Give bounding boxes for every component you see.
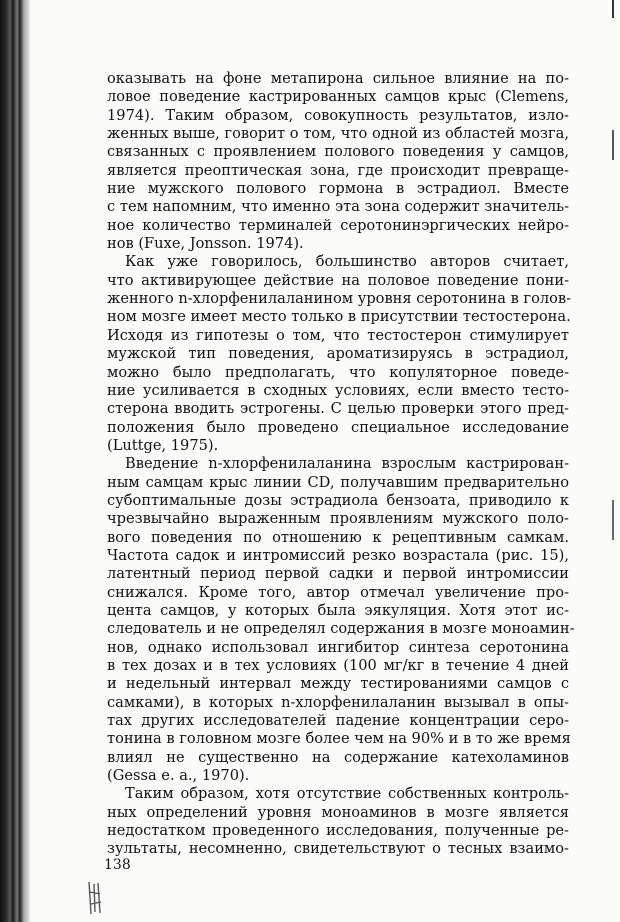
- text-line: Введение n-хлорфенилаланина взрослым кастрирован-: [125, 455, 569, 473]
- text-line: и недельный интервал между тестированиями самцов с: [107, 675, 569, 693]
- text-line: ным самцам крыс линии CD, получавшим предварительно: [107, 473, 569, 491]
- text-line: зультаты, несомненно, свидетельствуют о тесных взаимо-: [107, 840, 569, 858]
- text-line: чрезвычайно выраженным проявлениям мужского поло-: [107, 510, 569, 528]
- text-line: ние мужского полового гормона в эстрадиол. Вместе: [107, 180, 569, 198]
- text-line: самками), в которых n-хлорфенилаланин вызывал в опы-: [107, 693, 569, 711]
- text-line: снижался. Кроме того, автор отмечал увеличение про-: [107, 583, 569, 601]
- text-line: что активирующее действие на половое поведение пони-: [107, 271, 569, 289]
- paragraph: [107, 785, 569, 858]
- text-line: ние усиливается в сходных условиях, если вместо тесто-: [107, 381, 569, 399]
- text-line: мужской тип поведения, ароматизируясь в эстрадиол,: [107, 345, 569, 363]
- text-line: тонина в головном мозге более чем на 90% и в то же время: [107, 730, 571, 748]
- text-line: вого поведения по отношению к рецептивным самкам.: [107, 528, 569, 546]
- text-line: нов, однако использовал ингибитор синтеза серотонина: [107, 638, 569, 656]
- text-line: Исходя из гипотезы о том, что тестостерон стимулирует: [107, 326, 569, 344]
- text-line: Таким образом, хотя отсутствие собственных контроль-: [125, 785, 569, 803]
- text-line: латентный период первой садки и первой интромиссии: [107, 565, 569, 583]
- text-line: влиял не существенно на содержание катехоламинов: [107, 748, 569, 766]
- scan-edge-mark: [612, 130, 614, 160]
- text-line: связанных с проявлением полового поведения у самцов,: [107, 143, 569, 161]
- text-line: является преоптическая зона, где происходит превраще-: [107, 161, 569, 179]
- scan-edge-mark: [612, 500, 614, 540]
- scan-edge-mark: [612, 0, 614, 18]
- text-line: нов (Fuxe, Jonsson. 1974).: [107, 235, 304, 253]
- text-line: в тех дозах и в тех условиях (100 мг/кг в течение 4 дней: [107, 657, 569, 674]
- text-line: оказывать на фоне метапирона сильное влияние на по-: [107, 70, 569, 87]
- text-line: цента самцов, у которых была эякуляция. Хотя этот ис-: [107, 601, 569, 619]
- text-line: ное количество терминалей серотонинэргических нейро-: [107, 216, 569, 234]
- book-binding-edge: [0, 0, 30, 922]
- text-line: 1974). Таким образом, совокупность результатов, изло-: [107, 106, 569, 124]
- text-line: положения было проведено специальное исследование: [107, 418, 569, 436]
- paragraph: [107, 455, 575, 785]
- text-line: женного n-хлорфенилаланином уровня серотонина в голов-: [107, 290, 572, 308]
- text-line: (Luttge, 1975).: [107, 436, 219, 454]
- text-line: можно было предполагать, что копуляторное поведе-: [107, 363, 569, 381]
- text-line: с тем напомним, что именно эта зона содержит значитель-: [107, 198, 569, 216]
- paragraph: [107, 253, 572, 455]
- paragraph: [107, 70, 569, 253]
- text-line: Как уже говорилось, большинство авторов считает,: [125, 253, 569, 271]
- text-line: ных определений уровня моноаминов в мозге является: [107, 803, 569, 821]
- text-line: стерона вводить эстрогены. С целью проверки этого пред-: [107, 400, 569, 418]
- text-line: Частота садок и интромиссий резко возрастала (рис. 15),: [107, 546, 569, 564]
- text-line: следователь и не определял содержания в мозге моноамин-: [107, 620, 575, 638]
- text-line: ловое поведение кастрированных самцов крыс (Clemens,: [107, 88, 569, 106]
- text-line: ном мозге имеет место только в присутствии тестостерона.: [107, 308, 571, 326]
- text-line: субоптимальные дозы эстрадиола бензоата, приводило к: [107, 491, 569, 509]
- body-text: [107, 70, 575, 859]
- text-line: (Gessa e. a., 1970).: [107, 767, 250, 785]
- text-line: женных выше, говорит о том, что одной из областей мозга,: [107, 125, 569, 143]
- library-stamp-mark: [86, 880, 104, 916]
- text-line: тах других исследователей падение концентрации серо-: [107, 712, 569, 730]
- page-number: 138: [104, 857, 131, 873]
- text-line: недостатком проведенного исследования, полученные ре-: [107, 822, 569, 840]
